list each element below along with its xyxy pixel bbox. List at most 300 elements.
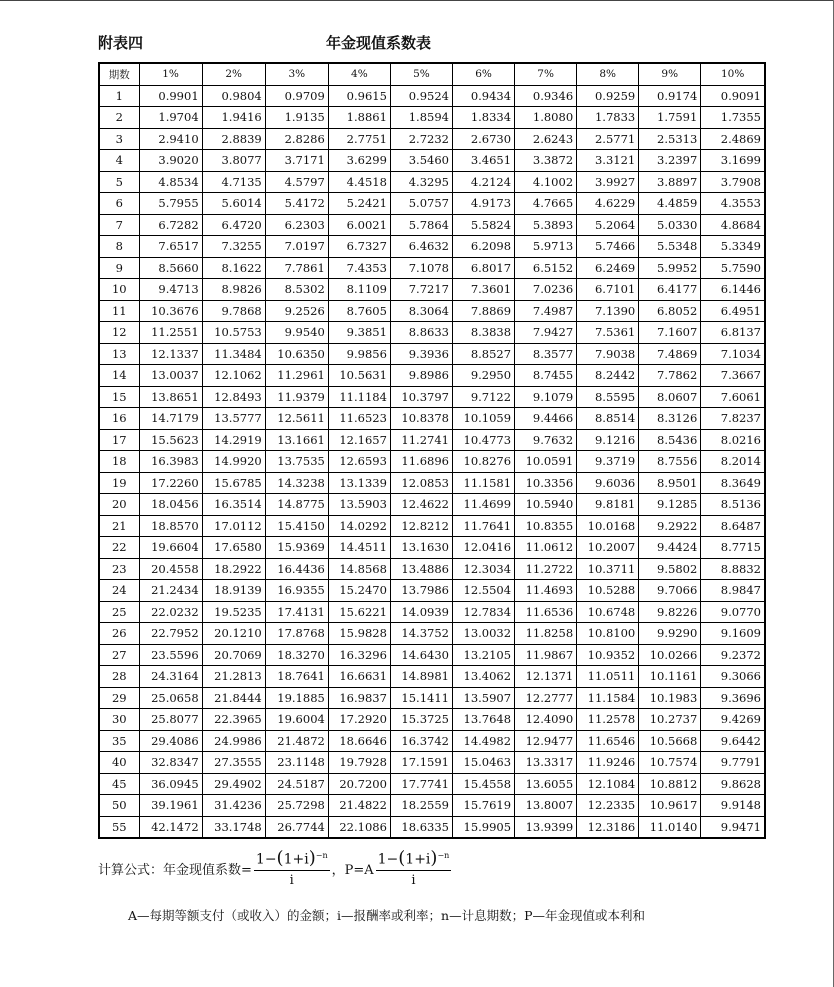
factor-cell: 18.2559: [390, 795, 452, 817]
table-row: [99, 85, 765, 107]
factor-cell: 16.3514: [202, 494, 265, 516]
factor-cell: 6.7282: [139, 214, 202, 236]
factor-cell: 21.4872: [265, 730, 328, 752]
factor-cell: 27.3555: [202, 752, 265, 774]
factor-cell: 10.5668: [639, 730, 701, 752]
factor-cell: 13.2105: [452, 644, 514, 666]
annuity-pv-table: [98, 62, 766, 839]
factor-cell: 14.2919: [202, 429, 265, 451]
factor-cell: 9.1285: [639, 494, 701, 516]
factor-cell: 9.8628: [701, 773, 765, 795]
table-row: [99, 214, 765, 236]
factor-cell: 6.8017: [452, 257, 514, 279]
period-cell: 55: [99, 816, 139, 838]
table-row: [99, 322, 765, 344]
factor-cell: 7.9038: [577, 343, 639, 365]
factor-cell: 11.0612: [515, 537, 577, 559]
factor-cell: 8.9501: [639, 472, 701, 494]
factor-cell: 5.3349: [701, 236, 765, 258]
factor-cell: 12.1062: [202, 365, 265, 387]
factor-cell: 10.0168: [577, 515, 639, 537]
factor-cell: 18.8570: [139, 515, 202, 537]
factor-cell: 8.1109: [328, 279, 390, 301]
factor-cell: 7.0236: [515, 279, 577, 301]
period-cell: 35: [99, 730, 139, 752]
period-cell: 22: [99, 537, 139, 559]
factor-cell: 8.8633: [390, 322, 452, 344]
factor-cell: 12.2335: [577, 795, 639, 817]
factor-cell: 15.1411: [390, 687, 452, 709]
factor-cell: 17.2920: [328, 709, 390, 731]
factor-cell: 8.8514: [577, 408, 639, 430]
factor-cell: 1.8080: [515, 107, 577, 129]
factor-cell: 5.6014: [202, 193, 265, 215]
factor-cell: 2.9410: [139, 128, 202, 150]
table-row: [99, 795, 765, 817]
table-row: [99, 429, 765, 451]
factor-cell: 5.2064: [577, 214, 639, 236]
period-cell: 14: [99, 365, 139, 387]
factor-cell: 7.1034: [701, 343, 765, 365]
factor-cell: 14.9920: [202, 451, 265, 473]
factor-cell: 1.8334: [452, 107, 514, 129]
factor-cell: 6.0021: [328, 214, 390, 236]
factor-cell: 1.7591: [639, 107, 701, 129]
factor-cell: 11.2961: [265, 365, 328, 387]
factor-cell: 2.5771: [577, 128, 639, 150]
top-border: [0, 0, 834, 1]
factor-cell: 6.2098: [452, 236, 514, 258]
table-row: [99, 365, 765, 387]
table-row: [99, 171, 765, 193]
factor-cell: 11.1184: [328, 386, 390, 408]
factor-cell: 8.1622: [202, 257, 265, 279]
table-row: [99, 128, 765, 150]
factor-cell: 9.9856: [328, 343, 390, 365]
factor-cell: 21.4822: [328, 795, 390, 817]
factor-cell: 7.9427: [515, 322, 577, 344]
factor-cell: 11.1581: [452, 472, 514, 494]
factor-cell: 10.3711: [577, 558, 639, 580]
num-part-a-2: 1−: [377, 851, 399, 868]
factor-cell: 3.2397: [639, 150, 701, 172]
factor-cell: 13.5903: [328, 494, 390, 516]
factor-cell: 9.8226: [639, 601, 701, 623]
factor-cell: 8.3838: [452, 322, 514, 344]
factor-cell: 9.7066: [639, 580, 701, 602]
num-part-b-2: 1+i: [405, 851, 431, 868]
factor-cell: 11.4693: [515, 580, 577, 602]
col-header-rate: 5%: [390, 63, 452, 85]
factor-cell: 18.2922: [202, 558, 265, 580]
factor-cell: 15.9828: [328, 623, 390, 645]
factor-cell: 13.6055: [515, 773, 577, 795]
factor-cell: 5.7955: [139, 193, 202, 215]
factor-cell: 4.7135: [202, 171, 265, 193]
factor-cell: 32.8347: [139, 752, 202, 774]
table-row: [99, 150, 765, 172]
factor-cell: 9.5802: [639, 558, 701, 580]
factor-cell: 17.6580: [202, 537, 265, 559]
factor-cell: 10.3676: [139, 300, 202, 322]
table-row: [99, 300, 765, 322]
factor-cell: 7.4987: [515, 300, 577, 322]
factor-cell: 5.0330: [639, 214, 701, 236]
factor-cell: 8.7455: [515, 365, 577, 387]
factor-cell: 1.7833: [577, 107, 639, 129]
factor-cell: 19.7928: [328, 752, 390, 774]
factor-cell: 13.1339: [328, 472, 390, 494]
factor-cell: 10.1983: [639, 687, 701, 709]
factor-cell: 8.8527: [452, 343, 514, 365]
period-cell: 40: [99, 752, 139, 774]
period-cell: 8: [99, 236, 139, 258]
exponent: −n: [315, 851, 328, 860]
factor-cell: 15.3725: [390, 709, 452, 731]
factor-cell: 3.8897: [639, 171, 701, 193]
factor-cell: 13.4062: [452, 666, 514, 688]
factor-cell: 9.1216: [577, 429, 639, 451]
factor-cell: 7.8237: [701, 408, 765, 430]
factor-cell: 9.2526: [265, 300, 328, 322]
factor-cell: 24.3164: [139, 666, 202, 688]
factor-cell: 8.9847: [701, 580, 765, 602]
period-cell: 45: [99, 773, 139, 795]
factor-cell: 6.4177: [639, 279, 701, 301]
factor-cell: 0.9804: [202, 85, 265, 107]
factor-cell: 9.1609: [701, 623, 765, 645]
factor-cell: 5.4172: [265, 193, 328, 215]
factor-cell: 9.9471: [701, 816, 765, 838]
factor-cell: 8.9826: [202, 279, 265, 301]
factor-cell: 8.5660: [139, 257, 202, 279]
factor-cell: 16.3296: [328, 644, 390, 666]
period-cell: 4: [99, 150, 139, 172]
factor-cell: 12.0416: [452, 537, 514, 559]
factor-cell: 22.7952: [139, 623, 202, 645]
factor-cell: 9.3851: [328, 322, 390, 344]
factor-cell: 7.7217: [390, 279, 452, 301]
factor-cell: 4.1002: [515, 171, 577, 193]
factor-cell: 18.9139: [202, 580, 265, 602]
factor-cell: 4.6229: [577, 193, 639, 215]
period-cell: 6: [99, 193, 139, 215]
factor-cell: 10.8100: [577, 623, 639, 645]
factor-cell: 4.3553: [701, 193, 765, 215]
factor-cell: 14.0939: [390, 601, 452, 623]
factor-cell: 2.6243: [515, 128, 577, 150]
period-cell: 7: [99, 214, 139, 236]
factor-cell: 11.9379: [265, 386, 328, 408]
factor-cell: 11.2578: [577, 709, 639, 731]
factor-cell: 16.6631: [328, 666, 390, 688]
factor-cell: 0.9901: [139, 85, 202, 107]
table-row: [99, 494, 765, 516]
factor-cell: 0.9709: [265, 85, 328, 107]
factor-cell: 10.0266: [639, 644, 701, 666]
factor-cell: 12.5504: [452, 580, 514, 602]
factor-cell: 5.3893: [515, 214, 577, 236]
table-row: [99, 773, 765, 795]
table-row: [99, 386, 765, 408]
period-cell: 23: [99, 558, 139, 580]
factor-cell: 9.4269: [701, 709, 765, 731]
table-row: [99, 558, 765, 580]
factor-cell: 13.9399: [515, 816, 577, 838]
factor-cell: 6.5152: [515, 257, 577, 279]
factor-cell: 10.2737: [639, 709, 701, 731]
period-cell: 26: [99, 623, 139, 645]
factor-cell: 3.3121: [577, 150, 639, 172]
factor-cell: 15.7619: [452, 795, 514, 817]
factor-cell: 10.5753: [202, 322, 265, 344]
factor-cell: 11.8258: [515, 623, 577, 645]
period-cell: 9: [99, 257, 139, 279]
factor-cell: 1.8861: [328, 107, 390, 129]
factor-cell: 14.3752: [390, 623, 452, 645]
factor-cell: 3.8077: [202, 150, 265, 172]
factor-cell: 12.1371: [515, 666, 577, 688]
factor-cell: 10.2007: [577, 537, 639, 559]
num-part-b: 1+i: [283, 851, 309, 868]
factor-cell: 42.1472: [139, 816, 202, 838]
factor-cell: 7.3667: [701, 365, 765, 387]
factor-cell: 15.6221: [328, 601, 390, 623]
factor-cell: 19.6004: [265, 709, 328, 731]
factor-cell: 5.5824: [452, 214, 514, 236]
factor-cell: 10.8276: [452, 451, 514, 473]
factor-cell: 3.9020: [139, 150, 202, 172]
period-cell: 18: [99, 451, 139, 473]
factor-cell: 9.7791: [701, 752, 765, 774]
table-row: [99, 644, 765, 666]
factor-cell: 3.4651: [452, 150, 514, 172]
period-cell: 15: [99, 386, 139, 408]
factor-cell: 4.4518: [328, 171, 390, 193]
factor-cell: 10.0591: [515, 451, 577, 473]
factor-cell: 14.8568: [328, 558, 390, 580]
factor-cell: 11.9246: [577, 752, 639, 774]
factor-cell: 4.3295: [390, 171, 452, 193]
formula-numerator: $1-(1+i)^{-n}$: [255, 847, 328, 869]
factor-cell: 12.3034: [452, 558, 514, 580]
period-cell: 19: [99, 472, 139, 494]
factor-cell: 8.0607: [639, 386, 701, 408]
factor-cell: 18.0456: [139, 494, 202, 516]
factor-cell: 16.9837: [328, 687, 390, 709]
factor-cell: 9.8181: [577, 494, 639, 516]
factor-cell: 5.7864: [390, 214, 452, 236]
formula-denominator: i: [289, 872, 294, 888]
factor-cell: 12.2777: [515, 687, 577, 709]
table-row: [99, 816, 765, 838]
col-header-rate: 7%: [515, 63, 577, 85]
formula-denominator-2: i: [411, 872, 416, 888]
factor-cell: 6.8137: [701, 322, 765, 344]
factor-cell: 14.8981: [390, 666, 452, 688]
factor-cell: 20.7069: [202, 644, 265, 666]
factor-cell: 2.8839: [202, 128, 265, 150]
factor-cell: 5.2421: [328, 193, 390, 215]
factor-cell: 12.7834: [452, 601, 514, 623]
factor-cell: 9.9540: [265, 322, 328, 344]
factor-cell: 24.9986: [202, 730, 265, 752]
factor-cell: 5.5348: [639, 236, 701, 258]
factor-cell: 8.7605: [328, 300, 390, 322]
period-cell: 13: [99, 343, 139, 365]
factor-cell: 7.8869: [452, 300, 514, 322]
factor-cell: 13.4886: [390, 558, 452, 580]
factor-cell: 14.8775: [265, 494, 328, 516]
factor-cell: 4.8534: [139, 171, 202, 193]
factor-cell: 2.7751: [328, 128, 390, 150]
factor-cell: 17.0112: [202, 515, 265, 537]
factor-cell: 9.3719: [577, 451, 639, 473]
formula-mid: ，P=A: [331, 862, 374, 878]
factor-cell: 4.9173: [452, 193, 514, 215]
exponent-2: −n: [437, 851, 450, 860]
factor-cell: 1.9135: [265, 107, 328, 129]
factor-cell: 10.5288: [577, 580, 639, 602]
factor-cell: 15.4150: [265, 515, 328, 537]
factor-cell: 2.5313: [639, 128, 701, 150]
header-row: [99, 63, 765, 85]
factor-cell: 11.2551: [139, 322, 202, 344]
col-header-rate: 1%: [139, 63, 202, 85]
table-row: [99, 730, 765, 752]
factor-cell: 6.4632: [390, 236, 452, 258]
factor-cell: 0.9524: [390, 85, 452, 107]
factor-cell: 5.7466: [577, 236, 639, 258]
table-title: 年金现值系数表: [326, 34, 432, 52]
factor-cell: 2.7232: [390, 128, 452, 150]
factor-cell: 6.1446: [701, 279, 765, 301]
factor-cell: 9.7122: [452, 386, 514, 408]
factor-cell: 4.5797: [265, 171, 328, 193]
factor-cell: 3.7171: [265, 150, 328, 172]
factor-cell: 13.7648: [452, 709, 514, 731]
factor-cell: 13.1630: [390, 537, 452, 559]
factor-cell: 39.1961: [139, 795, 202, 817]
factor-cell: 17.7741: [390, 773, 452, 795]
table-row: [99, 193, 765, 215]
factor-cell: 13.8007: [515, 795, 577, 817]
factor-cell: 22.3965: [202, 709, 265, 731]
factor-cell: 12.5611: [265, 408, 328, 430]
factor-cell: 26.7744: [265, 816, 328, 838]
factor-cell: 7.5361: [577, 322, 639, 344]
factor-cell: 6.2469: [577, 257, 639, 279]
period-cell: 25: [99, 601, 139, 623]
factor-cell: 10.8355: [515, 515, 577, 537]
factor-cell: 5.0757: [390, 193, 452, 215]
factor-cell: 8.8832: [701, 558, 765, 580]
factor-cell: 25.7298: [265, 795, 328, 817]
factor-cell: 7.1607: [639, 322, 701, 344]
factor-cell: 7.0197: [265, 236, 328, 258]
col-header-rate: 9%: [639, 63, 701, 85]
factor-cell: 8.7556: [639, 451, 701, 473]
col-header-rate: 6%: [452, 63, 514, 85]
num-part-a: 1−: [255, 851, 277, 868]
period-cell: 28: [99, 666, 139, 688]
factor-cell: 13.5777: [202, 408, 265, 430]
factor-cell: 12.0853: [390, 472, 452, 494]
factor-cell: 9.9148: [701, 795, 765, 817]
factor-cell: 10.1059: [452, 408, 514, 430]
table-row: [99, 236, 765, 258]
factor-cell: 17.4131: [265, 601, 328, 623]
factor-cell: 15.9905: [452, 816, 514, 838]
factor-cell: 8.7715: [701, 537, 765, 559]
col-header-rate: 2%: [202, 63, 265, 85]
factor-cell: 11.7641: [452, 515, 514, 537]
factor-cell: 9.6036: [577, 472, 639, 494]
factor-cell: 3.3872: [515, 150, 577, 172]
factor-cell: 9.3696: [701, 687, 765, 709]
col-header-period: 期数: [99, 63, 139, 85]
factor-cell: 4.2124: [452, 171, 514, 193]
factor-cell: 21.8444: [202, 687, 265, 709]
factor-cell: 3.7908: [701, 171, 765, 193]
factor-cell: 19.1885: [265, 687, 328, 709]
factor-cell: 12.1657: [328, 429, 390, 451]
factor-cell: 15.4558: [452, 773, 514, 795]
factor-cell: 6.8052: [639, 300, 701, 322]
period-cell: 27: [99, 644, 139, 666]
factor-cell: 14.0292: [328, 515, 390, 537]
factor-cell: 23.1148: [265, 752, 328, 774]
factor-cell: 11.2741: [390, 429, 452, 451]
factor-cell: 9.4713: [139, 279, 202, 301]
factor-cell: 16.4436: [265, 558, 328, 580]
factor-cell: 9.1079: [515, 386, 577, 408]
factor-cell: 15.6785: [202, 472, 265, 494]
factor-cell: 12.1337: [139, 343, 202, 365]
factor-cell: 11.4699: [452, 494, 514, 516]
factor-cell: 17.8768: [265, 623, 328, 645]
period-cell: 17: [99, 429, 139, 451]
table-row: [99, 687, 765, 709]
factor-cell: 13.0037: [139, 365, 202, 387]
factor-cell: 9.9290: [639, 623, 701, 645]
factor-cell: 13.1661: [265, 429, 328, 451]
factor-cell: 7.3255: [202, 236, 265, 258]
factor-cell: 1.9416: [202, 107, 265, 129]
factor-cell: 12.4622: [390, 494, 452, 516]
factor-cell: 7.6517: [139, 236, 202, 258]
factor-cell: 18.3270: [265, 644, 328, 666]
factor-cell: 1.7355: [701, 107, 765, 129]
table-row: [99, 408, 765, 430]
factor-cell: 17.2260: [139, 472, 202, 494]
factor-cell: 12.4090: [515, 709, 577, 731]
factor-cell: 16.3742: [390, 730, 452, 752]
factor-cell: 3.5460: [390, 150, 452, 172]
factor-cell: 2.4869: [701, 128, 765, 150]
factor-cell: 16.3983: [139, 451, 202, 473]
factor-cell: 15.5623: [139, 429, 202, 451]
factor-cell: 21.2434: [139, 580, 202, 602]
factor-cell: 9.8986: [390, 365, 452, 387]
formula: [98, 846, 453, 891]
factor-cell: 10.7574: [639, 752, 701, 774]
factor-cell: 8.5136: [701, 494, 765, 516]
factor-cell: 10.6748: [577, 601, 639, 623]
factor-cell: 22.1086: [328, 816, 390, 838]
factor-cell: 8.5595: [577, 386, 639, 408]
period-cell: 5: [99, 171, 139, 193]
